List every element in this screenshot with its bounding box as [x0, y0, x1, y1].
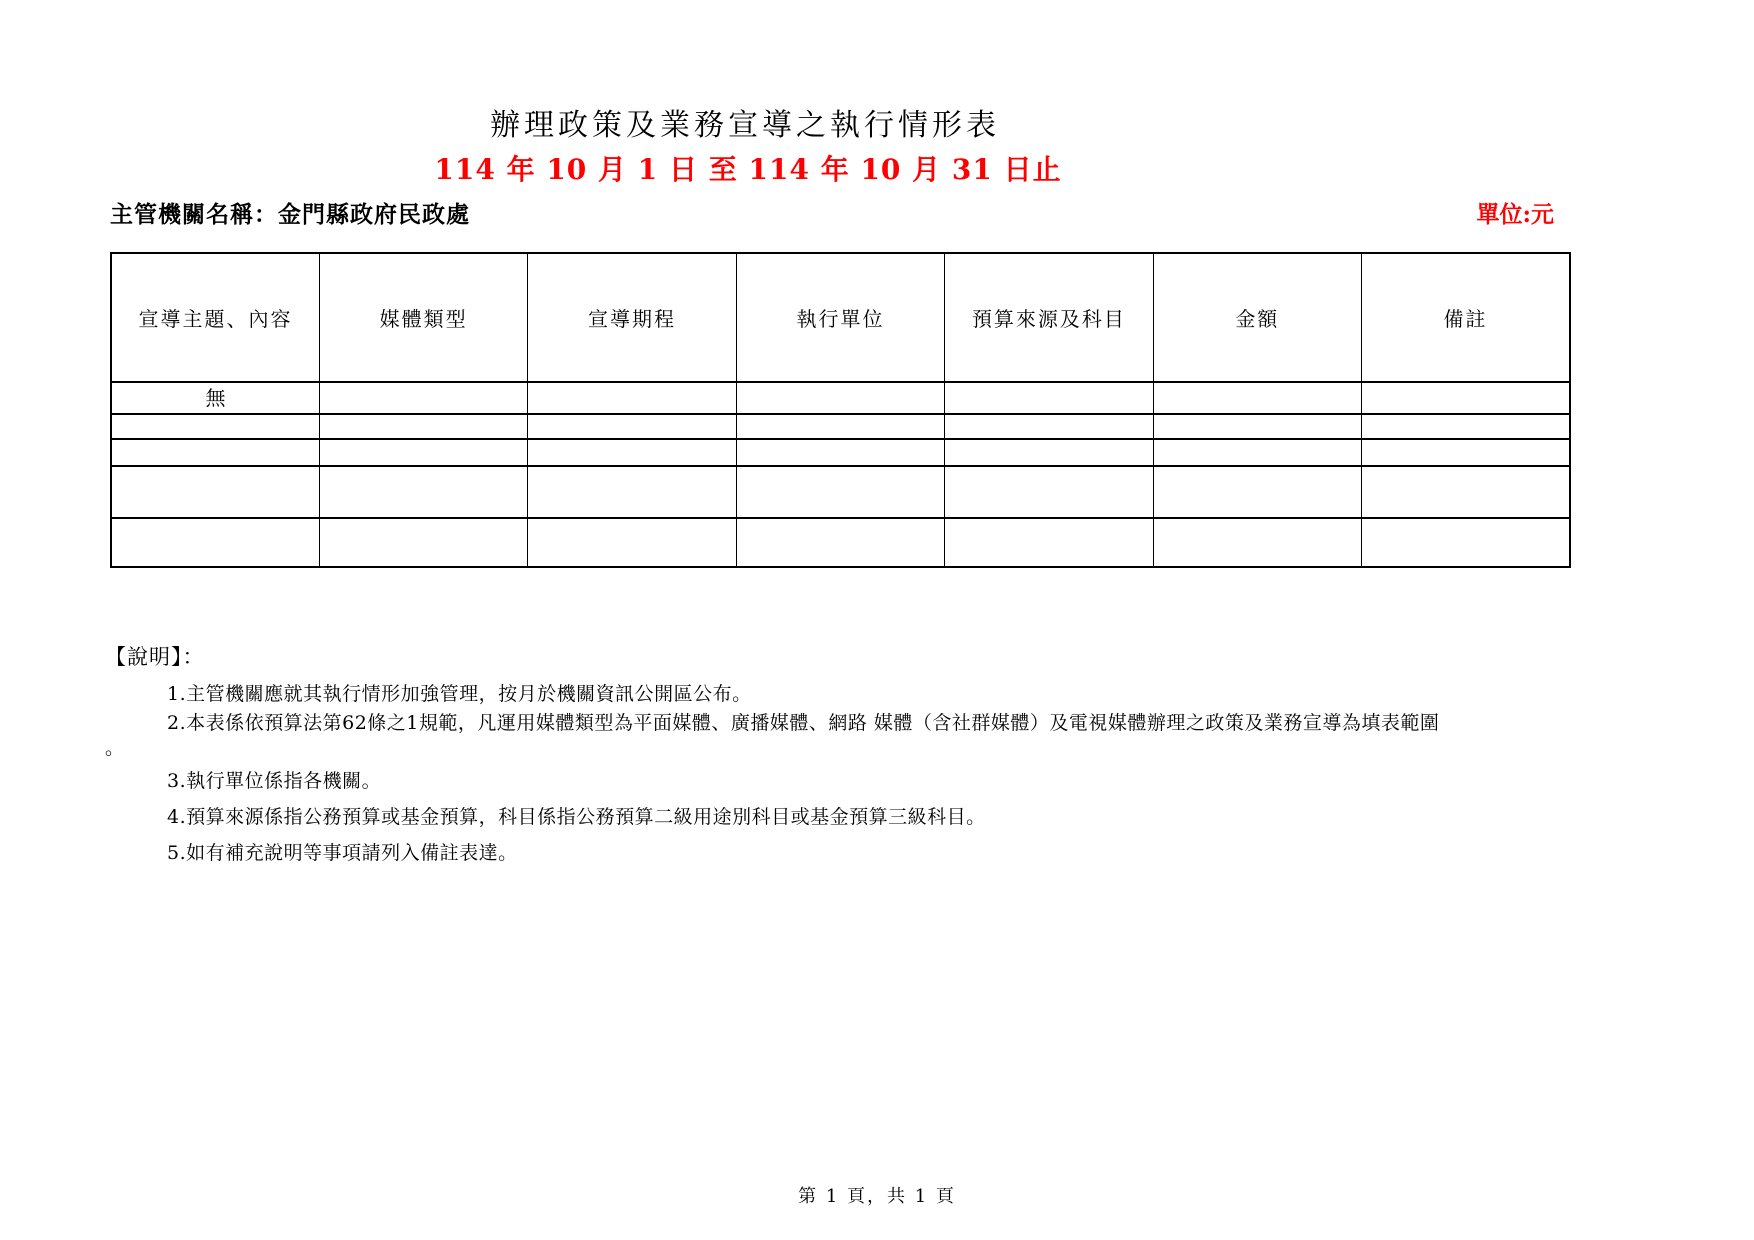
table-row: [111, 439, 1570, 466]
table-cell: [1153, 439, 1361, 466]
header-amount: 金額: [1153, 253, 1361, 382]
table-cell: [1153, 518, 1361, 567]
table-header-row: [111, 253, 1570, 382]
table-cell: [319, 382, 527, 414]
table-cell: [1362, 382, 1570, 414]
table-cell: [111, 518, 319, 567]
header-remarks: 備註: [1362, 253, 1570, 382]
table-cell: [736, 518, 944, 567]
table-cell: [1153, 382, 1361, 414]
table-cell: [528, 466, 736, 518]
table-cell: [945, 439, 1153, 466]
note-item-4: 4.預算來源係指公務預算或基金預算，科目係指公務預算二級用途別科目或基金預算三級科目。: [167, 806, 986, 828]
table-row: [111, 414, 1570, 439]
table-cell: [736, 382, 944, 414]
table-cell: [945, 414, 1153, 439]
note-item-5: 5.如有補充說明等事項請列入備註表達。: [167, 842, 518, 864]
page-number-footer: 第 1 頁，共 1 頁: [798, 1186, 956, 1207]
header-media-type: 媒體類型: [319, 253, 527, 382]
promotion-report-table: [110, 252, 1571, 568]
unit-label: 單位:元: [1476, 201, 1554, 228]
table-cell: [528, 518, 736, 567]
header-executing-unit: 執行單位: [736, 253, 944, 382]
table-cell: [1362, 466, 1570, 518]
agency-name-label: 主管機關名稱：金門縣政府民政處: [110, 201, 470, 228]
header-topic: 宣導主題、內容: [111, 253, 319, 382]
notes-section: [105, 645, 1665, 865]
table-row: [111, 466, 1570, 518]
table-cell: [736, 466, 944, 518]
header-schedule: 宣導期程: [528, 253, 736, 382]
table-cell: [945, 382, 1153, 414]
table-row: [111, 518, 1570, 567]
header-budget-source: 預算來源及科目: [945, 253, 1153, 382]
report-date-range: 114 年 10 月 1 日 至 114 年 10 月 31 日止: [434, 153, 1062, 186]
table-cell: [319, 439, 527, 466]
table-cell: [1362, 518, 1570, 567]
table-cell: [736, 414, 944, 439]
note-item-3: 3.執行單位係指各機關。: [167, 770, 382, 792]
table-cell: [945, 518, 1153, 567]
note-item-2: 2.本表係依預算法第62條之1規範，凡運用媒體類型為平面媒體、廣播媒體、網路 媒體（含社群媒體）及電視媒體辦理之政策及業務宣導為填表範圍: [167, 712, 1440, 734]
table-cell: [736, 439, 944, 466]
note-item-1: 1.主管機關應就其執行情形加強管理，按月於機關資訊公開區公布。: [167, 683, 752, 705]
table-cell: [1153, 414, 1361, 439]
table-cell: 無: [111, 382, 319, 414]
table-cell: [945, 466, 1153, 518]
note-item-2-wrapped-period: 。: [105, 737, 125, 759]
table-cell: [1362, 414, 1570, 439]
table-cell: [1153, 466, 1361, 518]
table-cell: [528, 439, 736, 466]
notes-heading: 【說明】：: [105, 645, 205, 669]
table-cell: [1362, 439, 1570, 466]
table-cell: [528, 414, 736, 439]
table-row: [111, 382, 1570, 414]
table-cell: [319, 466, 527, 518]
table-cell: [319, 414, 527, 439]
document-title: 辦理政策及業務宣導之執行情形表: [490, 108, 1000, 143]
table-cell: [528, 382, 736, 414]
table-cell: [111, 414, 319, 439]
table-cell: [111, 466, 319, 518]
table-cell: [111, 439, 319, 466]
table-cell: [319, 518, 527, 567]
